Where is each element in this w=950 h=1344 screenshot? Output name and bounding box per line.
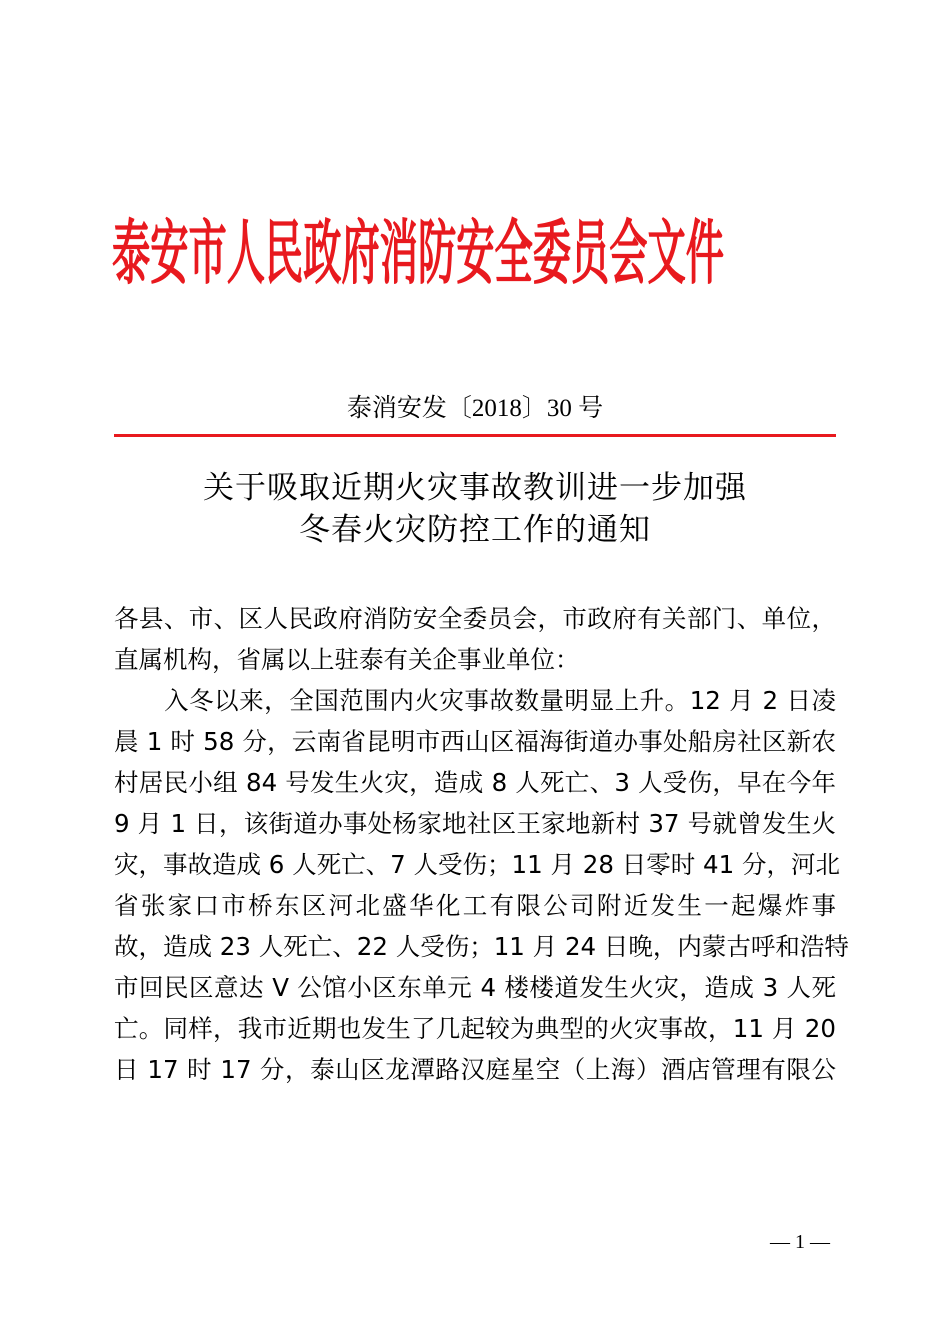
- header-title-graphic: [110, 195, 750, 295]
- header-title: 泰安市人民政府消防安全委员会文件: [112, 212, 724, 294]
- red-divider-line: [114, 434, 836, 437]
- body-line: 日 17 时 17 分，泰山区龙潭路汉庭星空（上海）酒店管理有限公: [114, 1055, 836, 1084]
- body-line: 入冬以来，全国范围内火灾事故数量明显上升。12 月 2 日凌: [114, 686, 836, 715]
- body-line: 村居民小组 84 号发生火灾，造成 8 人死亡、3 人受伤，早在今年: [114, 768, 836, 797]
- body-line: 灾，事故造成 6 人死亡、7 人受伤；11 月 28 日零时 41 分，河北: [114, 850, 841, 879]
- body-line: 直属机构，省属以上驻泰有关企事业单位：: [114, 645, 580, 674]
- document-title-line-1: 关于吸取近期火灾事故教训进一步加强: [203, 470, 747, 506]
- page-number: — 1 —: [770, 1231, 830, 1253]
- body-line: 故，造成 23 人死亡、22 人受伤；11 月 24 日晚，内蒙古呼和浩特: [114, 932, 849, 961]
- document-number: 泰消安发〔2018〕30 号: [346, 395, 604, 422]
- body-line: 省张家口市桥东区河北盛华化工有限公司附近发生一起爆炸事: [114, 891, 836, 920]
- body-line: 亡。同样，我市近期也发生了几起较为典型的火灾事故，11 月 20: [114, 1014, 836, 1043]
- document-header: [110, 195, 750, 295]
- body-line: 晨 1 时 58 分，云南省昆明市西山区福海街道办事处船房社区新农: [114, 727, 836, 756]
- document-body: [114, 598, 849, 1090]
- document-title: [0, 467, 950, 551]
- body-line: 市回民区意达 V 公馆小区东单元 4 楼楼道发生火灾，造成 3 人死: [114, 973, 836, 1002]
- document-title-line-2: 冬春火灾防控工作的通知: [299, 512, 651, 548]
- body-line: 各县、市、区人民政府消防安全委员会，市政府有关部门、单位，: [114, 604, 836, 633]
- body-line: 9 月 1 日，该街道办事处杨家地社区王家地新村 37 号就曾发生火: [114, 809, 836, 838]
